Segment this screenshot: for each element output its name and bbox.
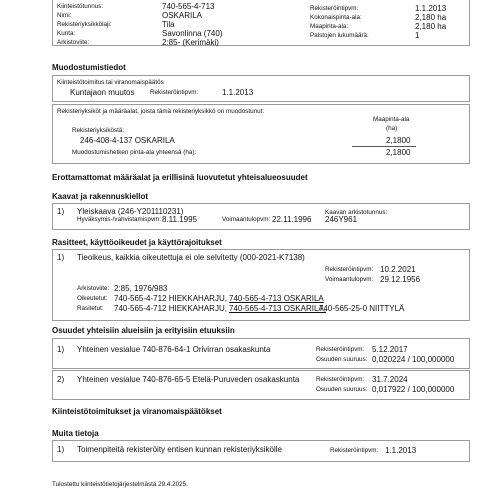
share-reg-label: Rekisteröintipvm: <box>316 346 365 353</box>
item-number: 2) <box>57 375 65 384</box>
easement-archive: 2:85, 1976/983 <box>114 284 168 293</box>
field-label: Maapinta-ala: <box>310 23 349 30</box>
field-label: Kunta: <box>57 30 76 37</box>
other-info-reg: 1.1.2013 <box>385 446 417 455</box>
header-box <box>52 0 470 46</box>
operation-date: 1.1.2013 <box>222 88 254 97</box>
zoning-archive: 246Y961 <box>325 215 358 224</box>
easement-reg-label: Rekisteröintipvm: <box>325 266 374 273</box>
operation-date-label: Rekisteröintipvm: <box>150 89 199 96</box>
zoning-approved-label: Hyväksymis-/vahvistamispvm: <box>77 216 161 223</box>
field-label: Kokonaispinta-ala: <box>310 14 362 21</box>
easement-archive-label: Arkistoviite: <box>77 285 110 292</box>
easement-eff-date: 29.12.1956 <box>380 275 421 284</box>
field-label: Kiinteistötunnus: <box>57 3 104 10</box>
share-reg-label: Rekisteröintipvm: <box>316 376 365 383</box>
share-title: Yhteinen vesialue 740-876-64-1 Orivirran osakaskunta <box>77 345 271 354</box>
burdened-a: 740-565-4-712 HIEKKAHARJU, <box>114 304 227 313</box>
field-value: 1 <box>415 31 420 40</box>
section-heading: Osuudet yhteisiin alueisiin ja erityisiin etuuksiin <box>52 326 235 335</box>
field-value: OSKARILA <box>162 11 203 20</box>
share-size-label: Osuuden suuruus: <box>316 356 368 363</box>
item-number: 1) <box>57 445 65 454</box>
share-reg-date: 5.12.2017 <box>372 345 408 354</box>
zoning-approved: 8.11.1995 <box>162 215 197 224</box>
field-label: Nimi: <box>57 12 72 19</box>
print-footer: Tulostettu kiinteistötietojärjestelmästä 29.4.2025. <box>52 481 188 488</box>
section-heading: Kiinteistötoimitukset ja viranomaispäätökset <box>52 407 222 416</box>
item-number: 1) <box>57 207 65 216</box>
divider <box>352 146 416 147</box>
from-label: Rekisteriyksiköstä: <box>72 127 125 134</box>
field-value: 2,180 ha <box>415 22 447 31</box>
field-label: Rekisteriyksikkölaji: <box>57 21 112 28</box>
item-number: 1) <box>57 253 65 262</box>
burdened-b-link[interactable]: 740-565-4-713 OSKARILA, <box>229 304 326 313</box>
section-heading: Rasitteet, käyttöoikeudet ja käyttörajoitukset <box>52 238 222 247</box>
zoning-archive-label: Kaavan arkistotunnus: <box>325 209 388 216</box>
zoning-effective-label: Voimaantulopvm: <box>222 216 271 223</box>
share-reg-date: 31.7.2024 <box>372 375 408 384</box>
burdened-label: Rasitetut: <box>77 305 104 312</box>
zoning-title: Yleiskaava (246-Y201110231) <box>77 207 184 216</box>
share-size-label: Osuuden suuruus: <box>316 386 368 393</box>
easement-title: Tieoikeus, kaikkia oikeutettuja ei ole selvitetty (000-2021-K7138) <box>77 253 305 262</box>
from-value: 246-408-4-137 OSKARILA <box>80 136 175 145</box>
field-value: 1.1.2013 <box>415 4 447 13</box>
beneficiary-b-link[interactable]: 740-565-4-713 OSKARILA <box>229 294 324 303</box>
field-value: Tila <box>162 20 175 29</box>
field-label: Palstojen lukumäärä: <box>310 32 369 39</box>
sources-label: Rekisteriyksiköt ja määräalat, joista tämä rekisteriyksikkö on muodostunut: <box>57 108 265 115</box>
section-heading: Muita tietoja <box>52 429 99 438</box>
share-size: 0,020224 / 100,000000 <box>372 355 455 364</box>
other-info-title: Toimenpiteitä rekisteröity entisen kunnan rekisteriyksikölle <box>77 445 282 454</box>
field-label: Rekisteröintipvm: <box>310 5 359 12</box>
operation-value: Kuntajaon muutos <box>70 88 135 97</box>
total-label: Muodostumishetken pinta-ala yhteensä (ha): <box>72 149 197 156</box>
field-value: Savonlinna (740) <box>162 29 223 38</box>
easement-reg-date: 10.2.2021 <box>380 265 416 274</box>
share-title: Yhteinen vesialue 740-876-65-5 Etelä-Puruveden osakaskunta <box>77 375 300 384</box>
from-area: 2,1800 <box>386 136 411 145</box>
field-value: 740-565-4-713 <box>162 2 215 11</box>
share-size: 0,017922 / 100,000000 <box>372 385 455 394</box>
section-heading: Muodostumistiedot <box>52 63 126 72</box>
field-label: Arkistoviite: <box>57 39 90 46</box>
section-heading: Erottamattomat määräalat ja erillisinä luovutetut yhteisalueosuudet <box>52 173 308 182</box>
zoning-effective: 22.11.1996 <box>272 215 312 224</box>
total-area: 2,1800 <box>386 148 411 157</box>
area-column-label: Maapinta-ala <box>373 116 410 123</box>
operation-label: Kiinteistötoimitus tai viranomaispäätös <box>57 79 164 86</box>
item-number: 1) <box>57 345 65 354</box>
beneficiary-a: 740-565-4-712 HIEKKAHARJU, <box>114 294 227 303</box>
other-info-reg-label: Rekisteröintipvm: <box>330 447 379 454</box>
field-value: 2,180 ha <box>415 13 447 22</box>
easement-eff-label: Voimaantulopvm: <box>325 276 374 283</box>
beneficiary-label: Oikeutetut: <box>77 295 108 302</box>
field-value: 2:85- (Kerimäki) <box>162 38 219 47</box>
section-heading: Kaavat ja rakennuskiellot <box>52 192 149 201</box>
burdened-c: 740-565-25-0 NIITTYLÄ <box>319 304 405 313</box>
area-unit: (ha) <box>386 125 398 132</box>
